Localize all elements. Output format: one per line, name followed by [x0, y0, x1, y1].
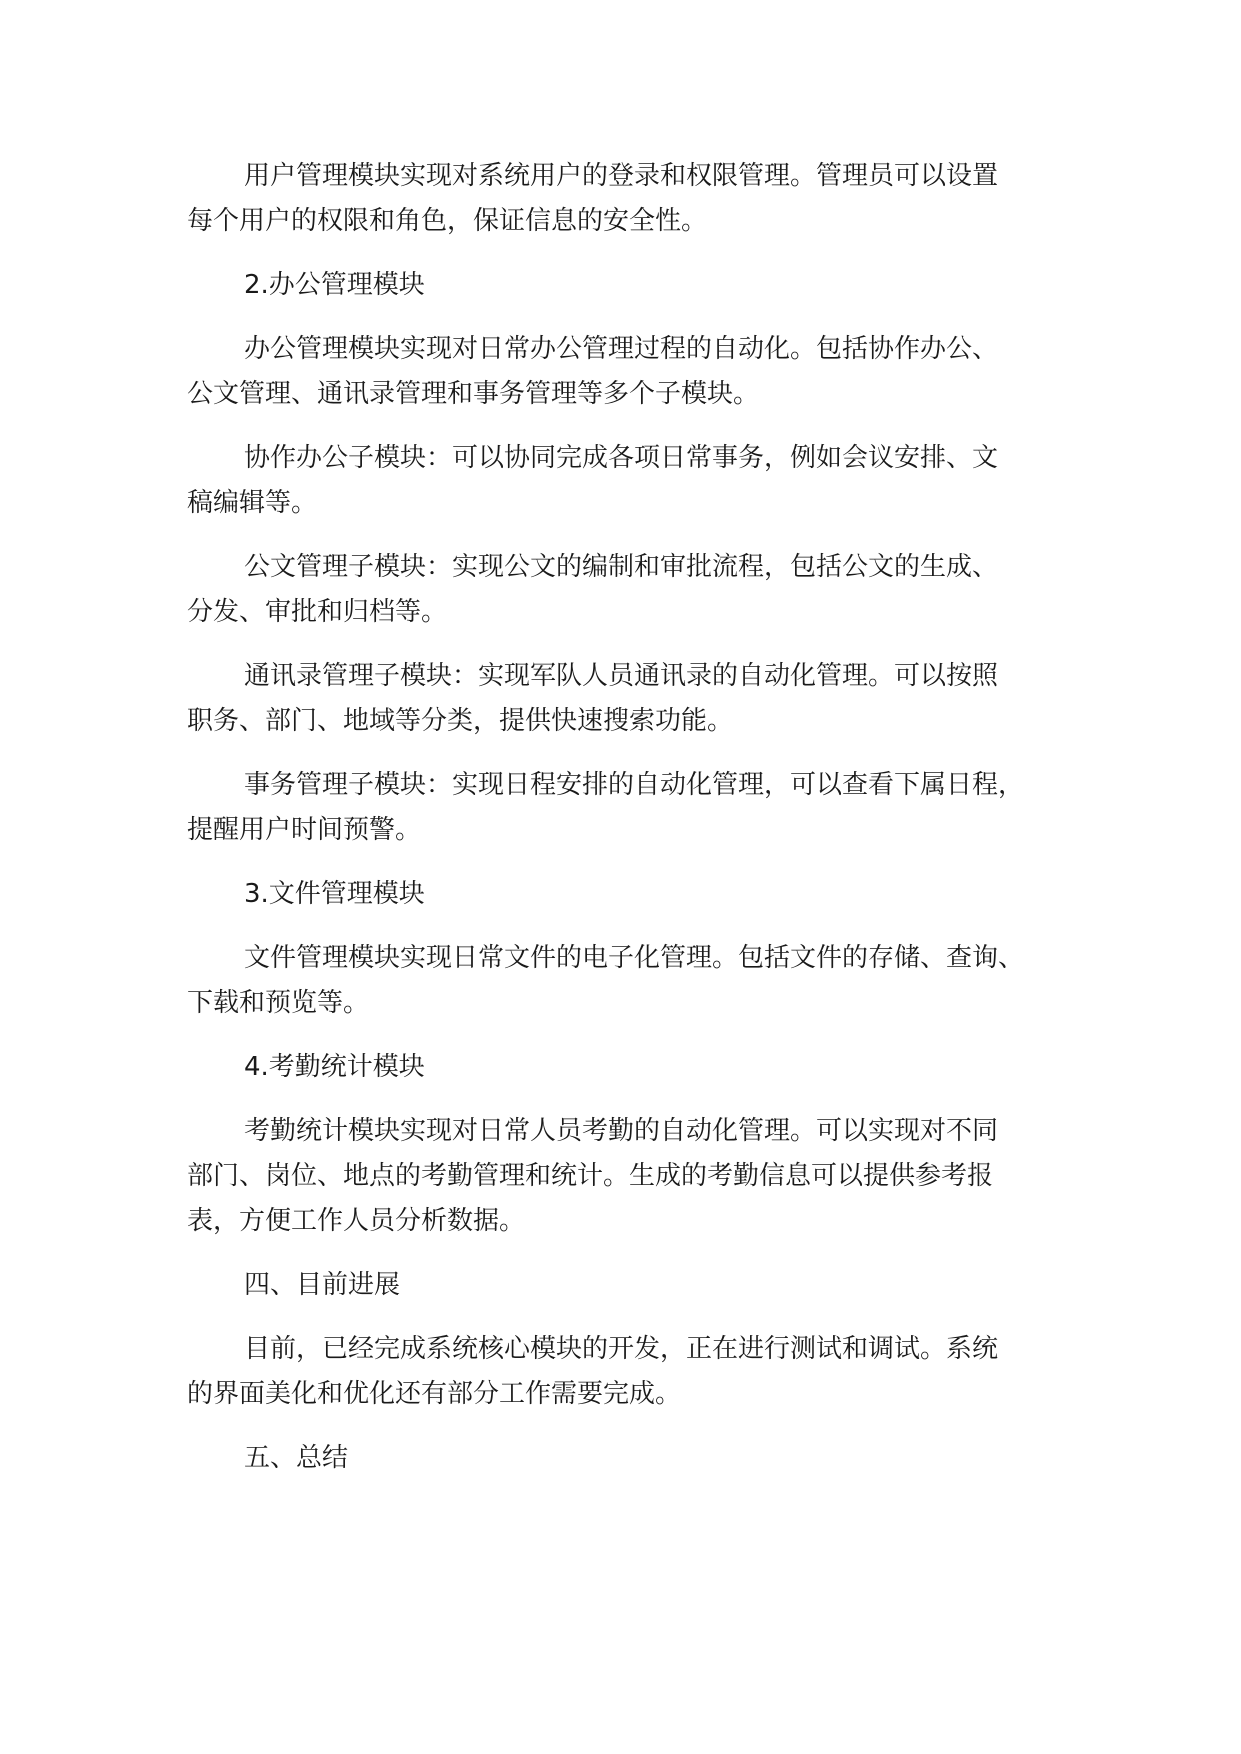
paragraph-document-submodule: 公文管理子模块：实现公文的编制和审批流程，包括公文的生成、 分发、审批和归档等。 [187, 552, 999, 627]
paragraph-office-management: 办公管理模块实现对日常办公管理过程的自动化。包括协作办公、 公文管理、通讯录管理和事务管理等多个子模块。 [187, 334, 999, 409]
heading-summary: 五、总结 [244, 1443, 349, 1473]
paragraph-progress: 目前，已经完成系统核心模块的开发，正在进行测试和调试。系统 的界面美化和优化还有部分工作需要完成。 [187, 1334, 999, 1409]
paragraph-contacts-submodule: 通讯录管理子模块：实现军队人员通讯录的自动化管理。可以按照 职务、部门、地域等分类，提供快速搜索功能。 [187, 661, 999, 736]
paragraph-attendance: 考勤统计模块实现对日常人员考勤的自动化管理。可以实现对不同 部门、岗位、地点的考勤管理和统计。生成的考勤信息可以提供参考报 表，方便工作人员分析数据。 [187, 1116, 999, 1236]
document-body [187, 154, 1087, 1500]
paragraph-collaboration-submodule: 协作办公子模块：可以协同完成各项日常事务，例如会议安排、文 稿编辑等。 [187, 443, 999, 518]
heading-progress: 四、目前进展 [244, 1270, 401, 1300]
heading-file-management: 3.文件管理模块 [244, 879, 425, 909]
heading-attendance: 4.考勤统计模块 [244, 1052, 425, 1082]
paragraph-user-management: 用户管理模块实现对系统用户的登录和权限管理。管理员可以设置 每个用户的权限和角色，保证信息的安全性。 [187, 161, 999, 236]
paragraph-file-management: 文件管理模块实现日常文件的电子化管理。包括文件的存储、查询、 下载和预览等。 [187, 943, 1025, 1018]
paragraph-affairs-submodule: 事务管理子模块：实现日程安排的自动化管理，可以查看下属日程， 提醒用户时间预警。 [187, 770, 1025, 845]
heading-office-management: 2.办公管理模块 [244, 270, 425, 300]
